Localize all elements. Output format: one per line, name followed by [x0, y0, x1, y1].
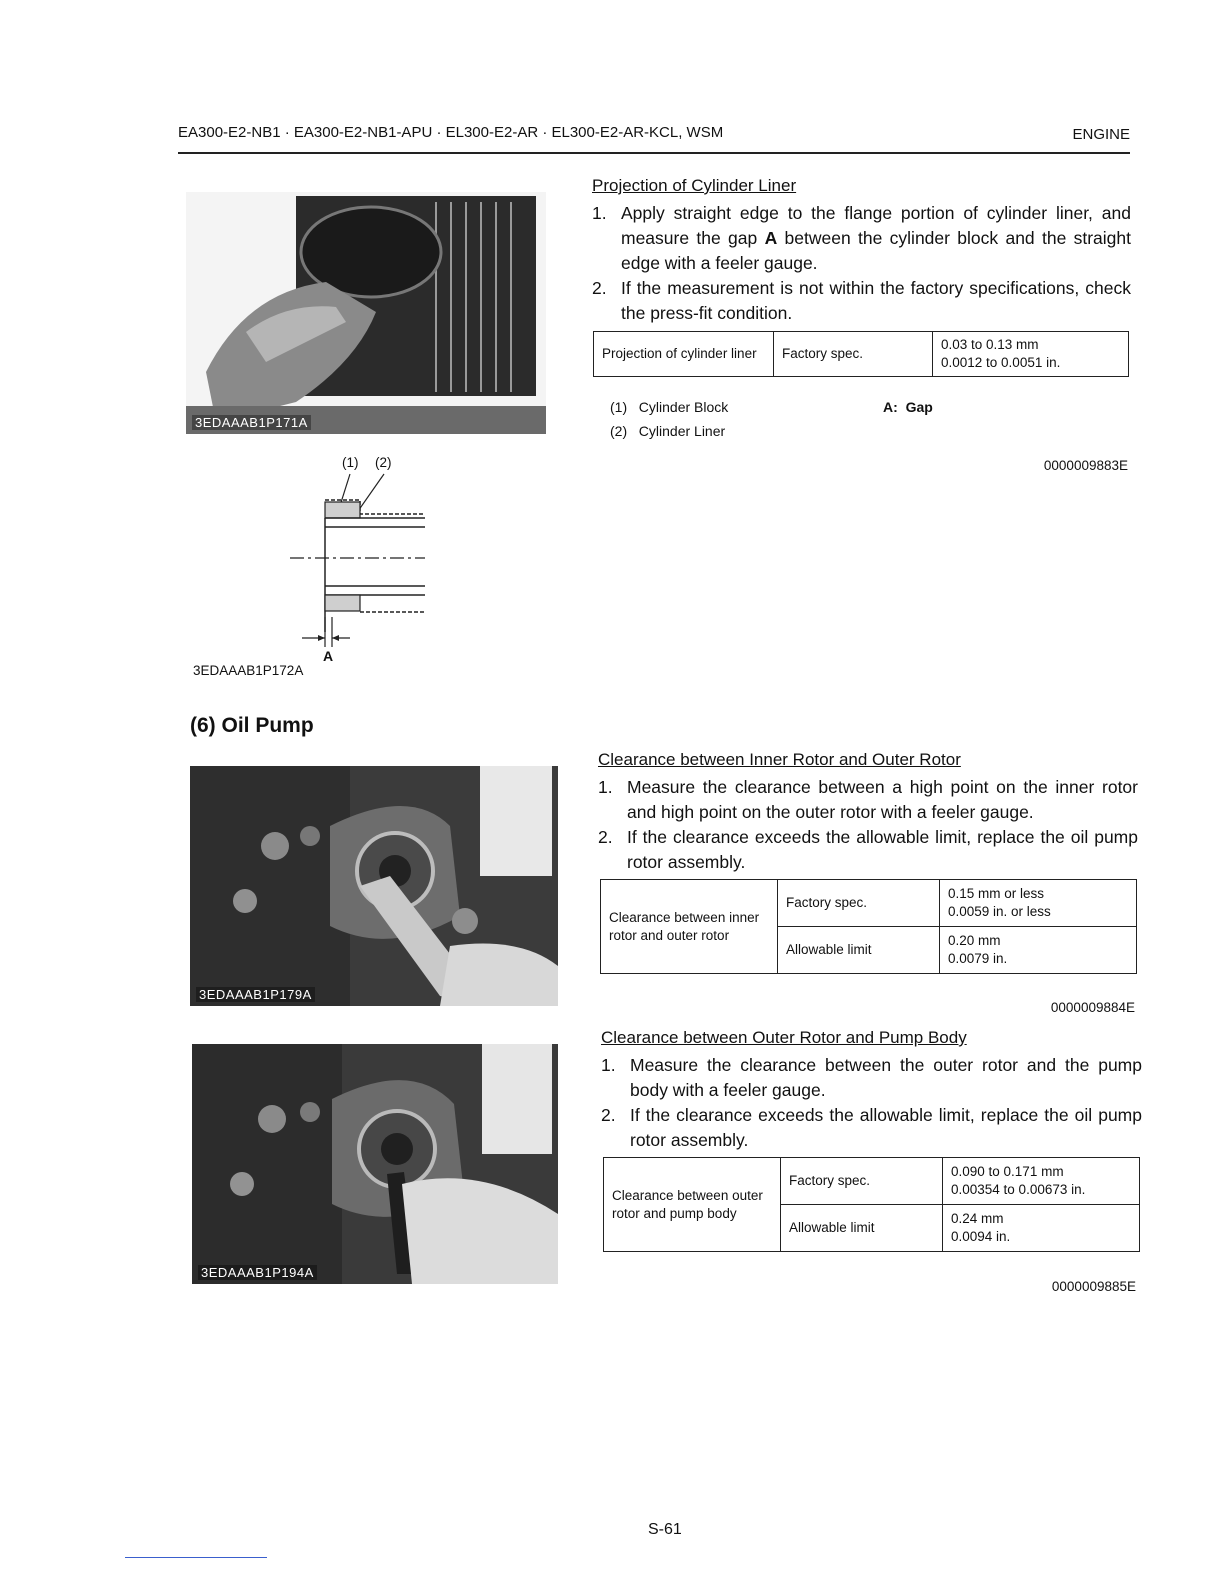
inner-outer-factory-label: Factory spec.: [778, 880, 940, 927]
inner-outer-item: Clearance between inner rotor and outer rotor: [601, 880, 778, 974]
diagram-caption: 3EDAAAB1P172A: [193, 663, 304, 678]
diagram-letter-a: A: [323, 648, 334, 664]
inner-rotor-photo: [190, 766, 558, 1006]
projection-doc-code: 0000009883E: [1043, 458, 1128, 473]
outer-body-factory-value: 0.090 to 0.171 mm 0.00354 to 0.00673 in.: [943, 1158, 1140, 1205]
outer-body-limit-label: Allowable limit: [781, 1205, 943, 1252]
projection-title: Projection of Cylinder Liner: [592, 176, 797, 195]
projection-step-2: 2. If the measurement is not within the factory specifications, check the press-fit condition.: [592, 278, 1131, 323]
inner-outer-factory-value: 0.15 mm or less 0.0059 in. or less: [940, 880, 1137, 927]
oil-pump-heading: (6) Oil Pump: [190, 714, 314, 737]
outer-body-factory-label: Factory spec.: [781, 1158, 943, 1205]
projection-spec-value: 0.03 to 0.13 mm 0.0012 to 0.0051 in.: [933, 332, 1129, 377]
page-number: S-61: [648, 1521, 682, 1538]
inner-outer-spec-table: [600, 879, 1137, 974]
outer-body-title: Clearance between Outer Rotor and Pump Body: [601, 1028, 967, 1047]
inner-outer-step-1: 1. Measure the clearance between a high point on the inner rotor and high point on the outer rotor with a feeler gauge.: [598, 777, 1138, 822]
outer-body-steps: [601, 1053, 1142, 1153]
outer-body-item: Clearance between outer rotor and pump body: [604, 1158, 781, 1252]
cylinder-liner-photo: [186, 192, 546, 434]
liner-projection-diagram: [280, 452, 440, 672]
projection-step-1: 1. Apply straight edge to the flange portion of cylinder liner, and measure the gap A between the cylinder block and the straight edge with a feeler gauge.: [592, 203, 1132, 273]
legend-item-cylinder-liner: (2) Cylinder Liner: [610, 423, 726, 439]
liner-section-drawing: [280, 452, 440, 672]
header-models: EA300-E2-NB1 · EA300-E2-NB1-APU · EL300-E2-AR · EL300-E2-AR-KCL, WSM: [178, 124, 724, 141]
projection-legend: [610, 395, 728, 443]
inner-rotor-photo-label: 3EDAAAB1P179A: [196, 987, 315, 1002]
projection-spec-label: Factory spec.: [774, 332, 933, 377]
legend-key-gap: A: Gap: [883, 399, 933, 415]
cylinder-liner-photo-label: 3EDAAAB1P171A: [192, 415, 311, 430]
header-rule: [178, 152, 1130, 154]
outer-body-doc-code: 0000009885E: [1051, 1279, 1136, 1294]
footer-rule: [125, 1557, 267, 1558]
projection-spec-table: [593, 331, 1129, 377]
inner-outer-limit-label: Allowable limit: [778, 927, 940, 974]
inner-outer-doc-code: 0000009884E: [1050, 1000, 1135, 1015]
inner-rotor-photo-art: [190, 766, 558, 1006]
inner-outer-title: Clearance between Inner Rotor and Outer Rotor: [598, 750, 961, 769]
cylinder-liner-photo-art: [186, 192, 546, 434]
pump-body-photo: [192, 1044, 558, 1284]
legend-item-cylinder-block: (1) Cylinder Block: [610, 399, 729, 415]
header-section: ENGINE: [1072, 126, 1130, 143]
outer-body-limit-value: 0.24 mm 0.0094 in.: [943, 1205, 1140, 1252]
diagram-callout-1: (1): [342, 455, 359, 470]
pump-body-photo-label: 3EDAAAB1P194A: [198, 1265, 317, 1280]
projection-steps: [592, 201, 1131, 326]
pump-body-photo-art: [192, 1044, 558, 1284]
inner-outer-steps: [598, 775, 1138, 875]
outer-body-step-1: 1. Measure the clearance between the outer rotor and the pump body with a feeler gauge.: [601, 1055, 1142, 1100]
inner-outer-limit-value: 0.20 mm 0.0079 in.: [940, 927, 1137, 974]
projection-item: Projection of cylinder liner: [594, 332, 774, 377]
inner-outer-step-2: 2. If the clearance exceeds the allowable limit, replace the oil pump rotor assembly.: [598, 827, 1138, 872]
diagram-callout-2: (2): [375, 455, 392, 470]
outer-body-step-2: 2. If the clearance exceeds the allowable limit, replace the oil pump rotor assembly.: [601, 1105, 1142, 1150]
outer-body-spec-table: [603, 1157, 1140, 1252]
